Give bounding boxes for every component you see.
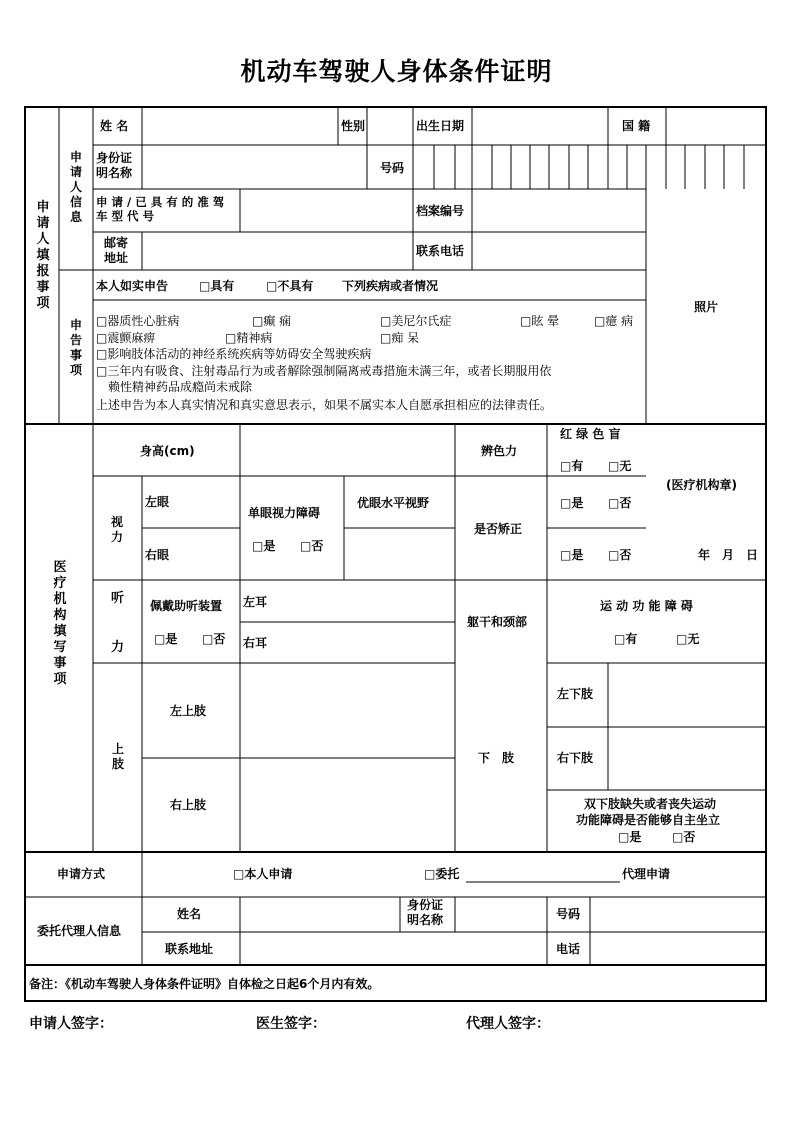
color-vision-label: 辨色力 bbox=[481, 444, 518, 458]
agent-id-doc-label: 身份证明名称 bbox=[407, 898, 444, 927]
application-method-label: 申请方式 bbox=[57, 867, 106, 881]
height-label: 身高(cm) bbox=[140, 444, 195, 458]
better-eye-field-label: 优眼水平视野 bbox=[357, 496, 430, 510]
corrected-right-no[interactable]: □否 bbox=[608, 548, 632, 562]
disease-psychosis[interactable]: □精神病 bbox=[225, 331, 273, 345]
applicant-section-label: 申请人填报事项 bbox=[36, 200, 50, 311]
disease-hysteria[interactable]: □癔 病 bbox=[594, 314, 634, 328]
disease-drug-cont: 赖性精神药品成瘾尚未戒除 bbox=[108, 380, 253, 394]
disease-parkinson[interactable]: □震颤麻痹 bbox=[96, 331, 156, 345]
left-eye-label: 左眼 bbox=[145, 495, 170, 509]
validity-note: 备注：《机动车驾驶人身体条件证明》自体检之日起6个月内有效。 bbox=[29, 977, 380, 991]
name-label: 姓 名 bbox=[100, 119, 129, 133]
phone-label: 联系电话 bbox=[416, 244, 465, 258]
seal-date: 年 月 日 bbox=[698, 548, 759, 562]
hearing-label-top: 听 bbox=[111, 591, 125, 606]
gender-label: 性别 bbox=[341, 119, 366, 133]
color-blind-yes[interactable]: □有 bbox=[560, 459, 584, 473]
agent-number-label: 号码 bbox=[556, 907, 581, 921]
disease-neuro[interactable]: □影响肢体活动的神经系统疾病等妨碍安全驾驶疾病 bbox=[96, 347, 372, 361]
agent-info-label: 委托代理人信息 bbox=[37, 924, 122, 938]
entrust-option[interactable]: □委托 bbox=[424, 867, 460, 881]
right-ear-label: 右耳 bbox=[243, 636, 268, 650]
agent-address-label: 联系地址 bbox=[165, 942, 214, 956]
photo-label: 照片 bbox=[694, 300, 719, 314]
disease-drug[interactable]: □三年内有吸食、注射毒品行为或者解除强制隔离戒毒措施未满三年，或者长期服用依 bbox=[96, 364, 552, 378]
mono-vision-yes[interactable]: □是 bbox=[252, 539, 276, 553]
lower-limb-label: 下 肢 bbox=[478, 751, 515, 765]
right-upper-label: 右上肢 bbox=[170, 798, 207, 812]
agent-apply-label: 代理申请 bbox=[622, 867, 671, 881]
upper-limb-label: 上肢 bbox=[111, 742, 124, 771]
number-label: 号码 bbox=[380, 161, 405, 175]
declare-has[interactable]: □具有 bbox=[199, 279, 235, 293]
right-lower-label: 右下肢 bbox=[557, 751, 594, 765]
both-lower-line2: 功能障碍是否能够自主坐立 bbox=[576, 813, 721, 827]
corrected-label: 是否矫正 bbox=[474, 522, 523, 536]
both-lower-line1: 双下肢缺失或者丧失运动 bbox=[584, 797, 717, 811]
declare-self: 本人如实申告 bbox=[96, 279, 169, 293]
left-upper-label: 左上肢 bbox=[170, 704, 207, 718]
hearing-aid-label: 佩戴助听装置 bbox=[150, 599, 223, 613]
hearing-aid-yes[interactable]: □是 bbox=[154, 632, 178, 646]
left-lower-label: 左下肢 bbox=[557, 687, 594, 701]
disease-heart[interactable]: □器质性心脏病 bbox=[96, 314, 180, 328]
id-doc-label: 身份证明名称 bbox=[96, 151, 133, 180]
mail-address-label: 邮寄地址 bbox=[104, 236, 129, 265]
declaration-label: 申告事项 bbox=[69, 318, 82, 377]
page-title: 机动车驾驶人身体条件证明 bbox=[240, 57, 553, 86]
disease-epilepsy[interactable]: □癫 痫 bbox=[252, 314, 292, 328]
declare-not-has[interactable]: □不具有 bbox=[266, 279, 314, 293]
both-lower-no[interactable]: □否 bbox=[672, 830, 696, 844]
birth-date-label: 出生日期 bbox=[416, 119, 465, 133]
mono-vision-label: 单眼视力障碍 bbox=[248, 506, 321, 520]
corrected-left-yes[interactable]: □是 bbox=[560, 496, 584, 510]
color-blind-label: 红 绿 色 盲 bbox=[560, 427, 621, 441]
hearing-aid-no[interactable]: □否 bbox=[202, 632, 226, 646]
left-ear-label: 左耳 bbox=[243, 595, 268, 609]
agent-signature[interactable]: 代理人签字： bbox=[466, 1016, 550, 1032]
right-eye-label: 右眼 bbox=[145, 548, 170, 562]
motor-disorder-label: 运 动 功 能 障 碍 bbox=[600, 599, 693, 613]
hospital-seal: (医疗机构章) bbox=[666, 478, 737, 492]
file-no-label: 档案编号 bbox=[416, 204, 465, 218]
license-type-label: 申 请 / 已 具 有 的 准 驾 车 型 代 号 bbox=[96, 195, 225, 224]
agent-phone-label: 电话 bbox=[556, 942, 581, 956]
corrected-left-no[interactable]: □否 bbox=[608, 496, 632, 510]
medical-section-label: 医疗机构填写事项 bbox=[53, 560, 67, 687]
mono-vision-no[interactable]: □否 bbox=[300, 539, 324, 553]
self-apply-option[interactable]: □本人申请 bbox=[233, 867, 293, 881]
statement: 上述申告为本人真实情况和真实意思表示，如果不属实本人自愿承担相应的法律责任。 bbox=[96, 398, 553, 412]
doctor-signature[interactable]: 医生签字： bbox=[256, 1016, 326, 1032]
motor-disorder-yes[interactable]: □有 bbox=[614, 632, 638, 646]
disease-meniere[interactable]: □美尼尔氏症 bbox=[380, 314, 452, 328]
applicant-signature[interactable]: 申请人签字： bbox=[29, 1016, 113, 1032]
vision-label: 视力 bbox=[110, 515, 123, 544]
disease-dementia[interactable]: □痴 呆 bbox=[380, 331, 420, 345]
motor-disorder-no[interactable]: □无 bbox=[676, 632, 700, 646]
hearing-label-bottom: 力 bbox=[111, 640, 125, 655]
nationality-label: 国 籍 bbox=[622, 119, 651, 133]
corrected-right-yes[interactable]: □是 bbox=[560, 548, 584, 562]
declare-following: 下列疾病或者情况 bbox=[342, 279, 439, 293]
applicant-info-label: 申请人信息 bbox=[69, 150, 82, 224]
both-lower-yes[interactable]: □是 bbox=[618, 830, 642, 844]
color-blind-no[interactable]: □无 bbox=[608, 459, 632, 473]
trunk-neck-label: 躯干和颈部 bbox=[467, 615, 528, 629]
disease-vertigo[interactable]: □眩 晕 bbox=[520, 314, 560, 328]
agent-name-label: 姓名 bbox=[177, 907, 202, 921]
